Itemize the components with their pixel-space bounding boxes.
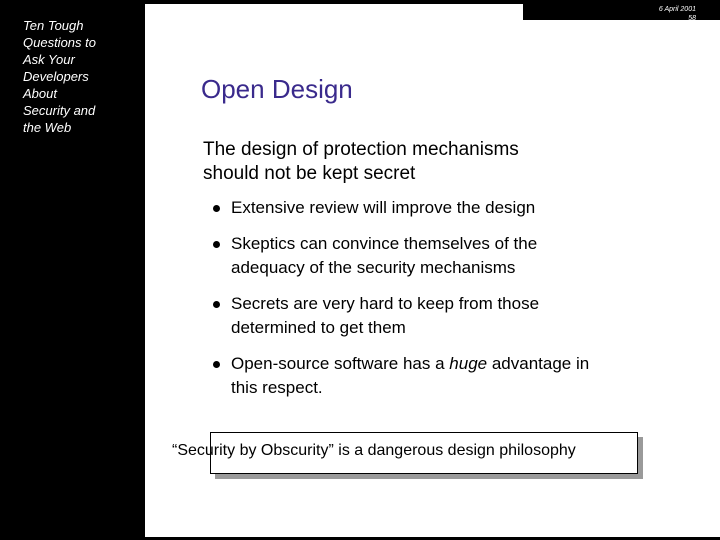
slide-title: Open Design	[201, 74, 353, 104]
bullet-icon	[213, 241, 220, 248]
bullet-item	[213, 352, 663, 400]
main-point	[203, 138, 633, 186]
bullet-text-part: Open-source software has a	[231, 354, 450, 373]
bullet-text-part: advantage in	[487, 354, 590, 373]
bullet-list	[213, 196, 663, 412]
bullet-text: Secrets are very hard to keep from those	[231, 294, 540, 313]
slide-number: 58	[688, 15, 696, 20]
title-line: the Web	[23, 120, 72, 135]
slide-date: 6 April 2001	[658, 6, 696, 13]
bullet-text: Skeptics can convince themselves of the	[231, 234, 538, 253]
bullet-text: determined to get them	[231, 318, 406, 337]
bullet-text: adequacy of the security mechanisms	[231, 258, 516, 277]
title-line: Security and	[23, 103, 96, 118]
bullet-item	[213, 232, 663, 280]
title-line: Developers	[23, 69, 89, 84]
callout-text: “Security by Obscurity” is a dangerous design philosophy	[172, 442, 576, 459]
title-line: Ask Your	[23, 52, 75, 67]
bullet-text: this respect.	[231, 378, 323, 397]
presentation-title	[23, 17, 133, 136]
bullet-item	[213, 292, 663, 340]
header-strip	[523, 0, 720, 20]
bullet-item	[213, 196, 663, 220]
bullet-icon	[213, 361, 220, 368]
bullet-icon	[213, 205, 220, 212]
title-line: About	[23, 86, 57, 101]
title-line: Questions to	[23, 35, 96, 50]
slide-meta	[626, 5, 696, 20]
bullet-icon	[213, 301, 220, 308]
bullet-emphasis: huge	[449, 354, 488, 373]
main-point-line: The design of protection mechanisms	[203, 139, 519, 160]
title-line: Ten Tough	[23, 18, 84, 33]
bullet-text: Extensive review will improve the design	[231, 198, 536, 217]
bullet-text	[231, 352, 663, 376]
main-point-line: should not be kept secret	[203, 163, 416, 184]
